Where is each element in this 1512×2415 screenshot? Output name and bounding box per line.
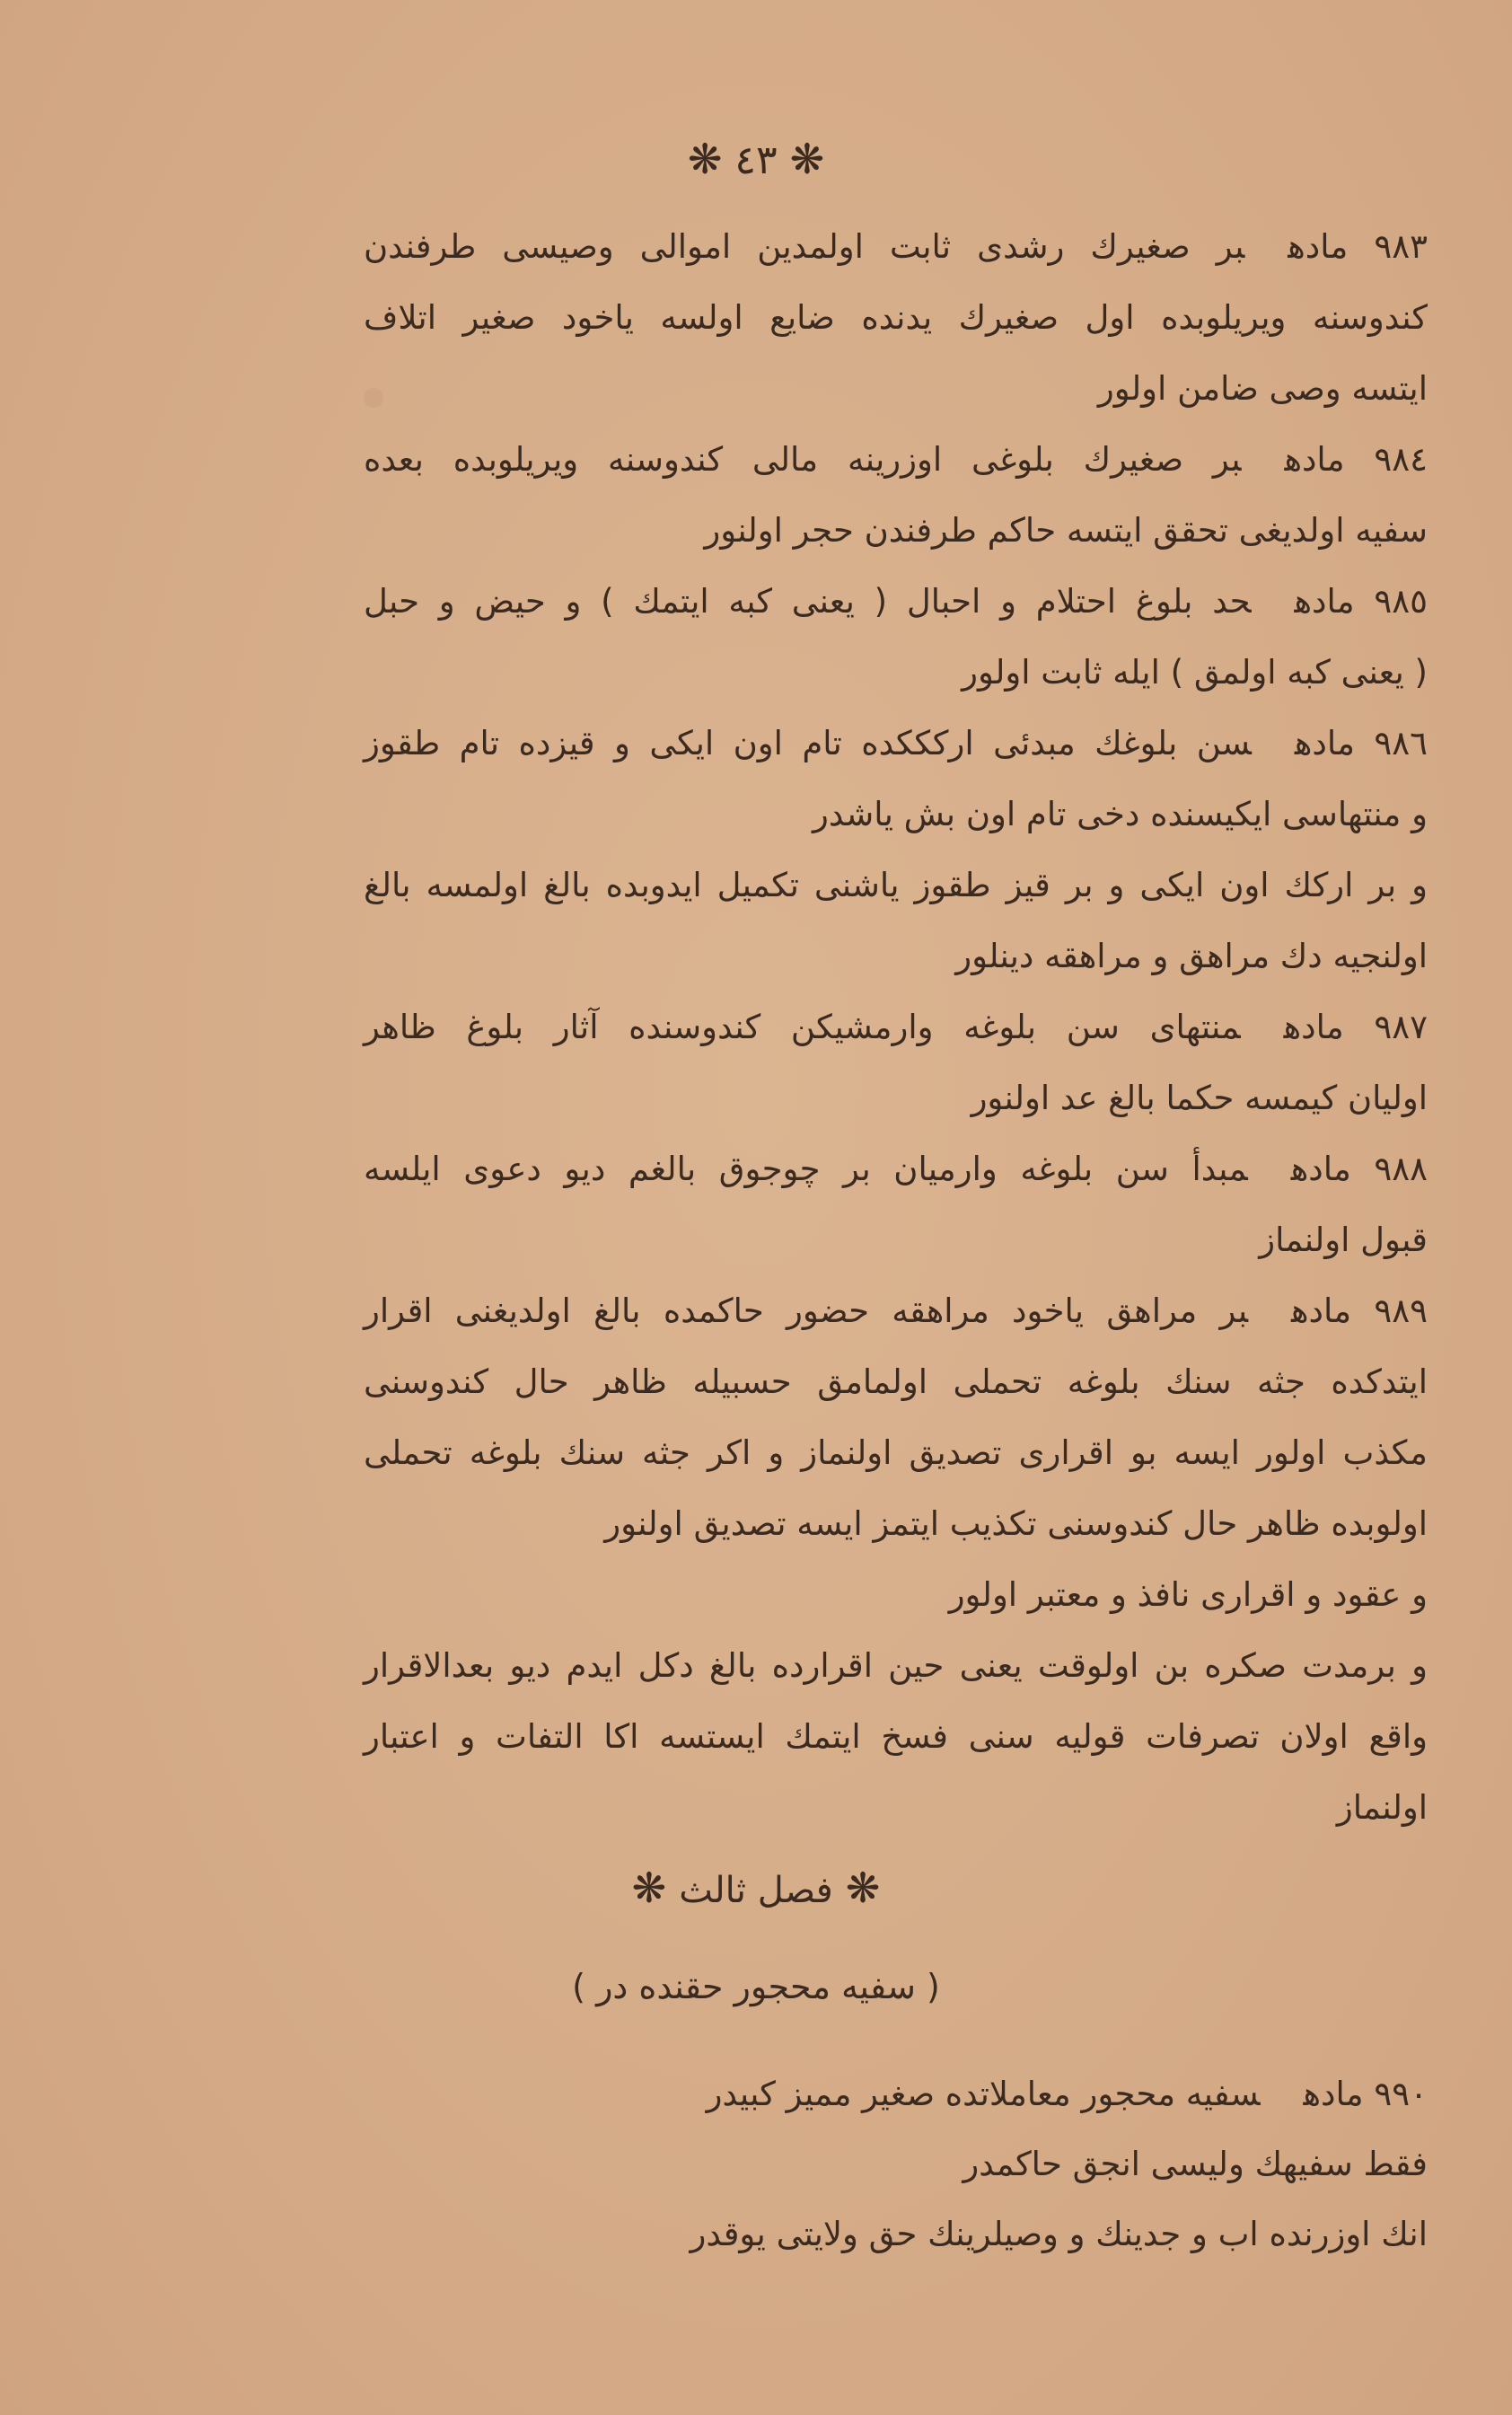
- line-text: سن بلوغك مبدئى اركككده تام اون ايكى و قيزده تام طقوز: [364, 724, 1252, 762]
- ornament-icon: ❋: [631, 1864, 667, 1912]
- text-line: فقط سفيهك وليسى انجق حاكمدر: [963, 2145, 1428, 2183]
- line-text: مبدأ سن بلوغه وارميان بر چوجوق بالغم ديو دعوى ايلسه: [364, 1150, 1248, 1188]
- article-984-line: [364, 424, 1428, 495]
- article-number: ٩٨٥ ماده: [1294, 582, 1428, 621]
- text-line: اولنماز: [1336, 1788, 1428, 1827]
- section-subtitle: ( سفيه محجور حقنده در ): [572, 1967, 940, 2006]
- ornament-icon: ❋: [845, 1864, 881, 1912]
- line-text: حد بلوغ احتلام و احبال ( يعنى كبه ايتمك ) و حيض و حبل: [364, 582, 1252, 621]
- line-text: بر مراهق ياخود مراهقه حضور حاكمده بالغ اولديغنى اقرار: [364, 1291, 1249, 1330]
- text-line: اوليان كيمسه حكما بالغ عد اولنور: [971, 1079, 1428, 1117]
- article-986-line: [364, 708, 1428, 779]
- text-line: مكذب اولور ايسه بو اقرارى تصديق اولنماز و اكر جثه سنك بلوغه تحملى: [364, 1433, 1428, 1472]
- line-text: سفيه محجور معاملاتده صغير مميز كبيدر: [706, 2075, 1261, 2113]
- text-line: و منتهاسى ايكيسنده دخى تام اون بش ياشدر: [813, 795, 1428, 833]
- line-text: بر صغيرك رشدى ثابت اولمدين اموالى وصيسى طرفندن: [364, 227, 1245, 266]
- text-line: قبول اولنماز: [1259, 1221, 1428, 1259]
- article-number: ٩٨٩ ماده: [1291, 1291, 1428, 1330]
- page-header: [0, 135, 1512, 183]
- section-title: فصل ثالث: [679, 1870, 833, 1911]
- article-number: ٩٨٣ ماده: [1288, 227, 1428, 266]
- text-line: سفيه اولديغى تحقق ايتسه حاكم طرفندن حجر اولنور: [704, 511, 1428, 550]
- article-number: ٩٨٨ ماده: [1290, 1150, 1428, 1188]
- text-line: واقع اولان تصرفات قوليه سنى فسخ ايتمك ايستسه اكا التفات و اعتبار: [364, 1717, 1428, 1756]
- text-line: ايتسه وصى ضامن اولور: [1097, 369, 1428, 408]
- article-988-line: [364, 1133, 1428, 1204]
- ornament-icon: ❋: [789, 135, 825, 183]
- line-text: منتهاى سن بلوغه وارمشيكن كندوسنده آثار بلوغ ظاهر: [364, 1008, 1241, 1046]
- text-line: كندوسنه ويريلوبده اول صغيرك يدنده ضايع اولسه ياخود صغير اتلاف: [364, 298, 1428, 337]
- section-heading: [0, 1864, 1512, 1912]
- text-body-section: [364, 2059, 1428, 2270]
- page-number: ٤٣: [734, 137, 778, 183]
- ornament-icon: ❋: [687, 135, 723, 183]
- article-number: ٩٨٤ ماده: [1284, 440, 1428, 479]
- text-line: و برمدت صكره بن اولوقت يعنى حين اقرارده بالغ دكل ايدم ديو بعدالاقرار: [364, 1646, 1428, 1685]
- article-number: ٩٨٧ ماده: [1283, 1008, 1428, 1046]
- article-990-line: [364, 2059, 1428, 2129]
- text-line: ( يعنى كبه اولمق ) ايله ثابت اولور: [962, 653, 1428, 692]
- text-line: و بر اركك اون ايكى و بر قيز طقوز ياشنى تكميل ايدوبده بالغ اولمسه بالغ: [364, 866, 1428, 904]
- article-987-line: [364, 992, 1428, 1062]
- article-983-line: [364, 211, 1428, 282]
- article-989-line: [364, 1275, 1428, 1346]
- text-line: انك اوزرنده اب و جدينك و وصيلرينك حق ولايتى يوقدر: [690, 2215, 1428, 2253]
- text-line: و عقود و اقرارى نافذ و معتبر اولور: [948, 1575, 1428, 1614]
- text-body: [364, 211, 1428, 1843]
- text-line: اولوبده ظاهر حال كندوسنى تكذيب ايتمز ايسه تصديق اولنور: [604, 1504, 1428, 1543]
- article-number: ٩٩٠ ماده: [1303, 2075, 1428, 2113]
- text-line: اولنجيه دك مراهق و مراهقه دينلور: [955, 937, 1428, 975]
- article-985-line: [364, 566, 1428, 637]
- article-number: ٩٨٦ ماده: [1294, 724, 1428, 762]
- line-text: بر صغيرك بلوغى اوزرينه مالى كندوسنه ويريلوبده بعده: [364, 440, 1242, 479]
- text-line: ايتدكده جثه سنك بلوغه تحملى اولمامق حسبيله ظاهر حال كندوسنى: [364, 1362, 1428, 1401]
